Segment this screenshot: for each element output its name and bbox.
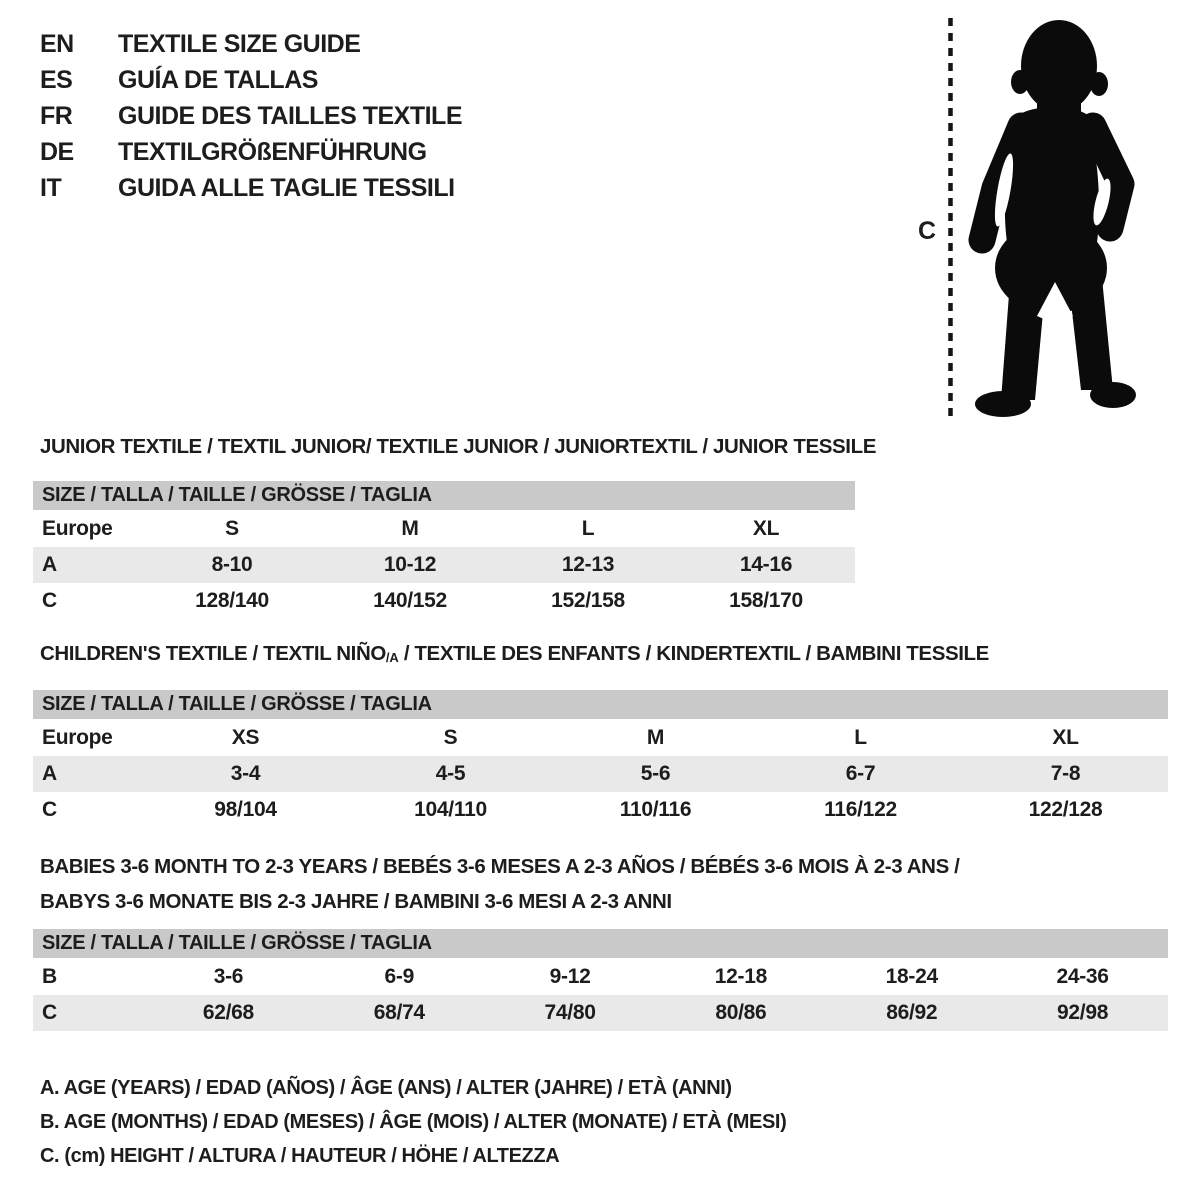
row-label: Europe [42, 726, 113, 749]
row-label: B [42, 965, 57, 988]
language-title-row [40, 62, 462, 98]
height-cell: 62/68 [202, 1001, 254, 1024]
size-cell: L [581, 517, 595, 540]
language-code: FR [40, 101, 73, 130]
age-cell: 12-18 [714, 965, 768, 988]
age-row-a [33, 547, 855, 583]
babies-title-line1: BABIES 3-6 MONTH TO 2-3 YEARS / BEBÉS 3-6 MESES A 2-3 AÑOS / BÉBÉS 3-6 MOIS À 2-3 ANS / [40, 855, 960, 878]
language-title-list [40, 26, 462, 206]
age-cell: 9-12 [549, 965, 591, 988]
age-cell: 3-6 [213, 965, 244, 988]
age-cell: 18-24 [885, 965, 938, 988]
height-cell: 86/92 [886, 1001, 938, 1024]
height-cell: 74/80 [544, 1001, 596, 1024]
size-cell: XL [752, 517, 780, 540]
row-label: C [42, 1001, 57, 1024]
height-cell: 104/110 [414, 798, 487, 821]
height-cell: 80/86 [715, 1001, 767, 1024]
size-row-europe [33, 720, 1168, 756]
size-cell: M [646, 726, 665, 749]
measure-label-c: C [917, 217, 937, 245]
height-cell: 140/152 [373, 589, 447, 612]
language-title-row [40, 26, 462, 62]
language-title-row [40, 134, 462, 170]
age-cell: 6-7 [845, 762, 876, 785]
children-size-table [33, 690, 1168, 828]
size-header-bar: SIZE / TALLA / TAILLE / GRÖSSE / TAGLIA [33, 690, 1168, 719]
height-row-c [33, 792, 1168, 828]
size-cell: M [401, 517, 419, 540]
age-cell: 10-12 [383, 553, 437, 576]
size-header-bar: SIZE / TALLA / TAILLE / GRÖSSE / TAGLIA [33, 481, 855, 510]
size-row-europe [33, 511, 855, 547]
language-title-row [40, 98, 462, 134]
junior-section-title: JUNIOR TEXTILE / TEXTIL JUNIOR/ TEXTILE JUNIOR / JUNIORTEXTIL / JUNIOR TESSILE [40, 435, 876, 458]
legend-line-a: A. AGE (YEARS) / EDAD (AÑOS) / ÂGE (ANS) / ALTER (JAHRE) / ETÀ (ANNI) [40, 1077, 732, 1099]
legend-line-c: C. (cm) HEIGHT / ALTURA / HAUTEUR / HÖHE / ALTEZZA [40, 1145, 560, 1167]
height-cell: 152/158 [551, 589, 625, 612]
guide-title: TEXTILE SIZE GUIDE [118, 29, 361, 58]
age-cell: 4-5 [435, 762, 466, 785]
age-cell: 12-13 [561, 553, 615, 576]
language-title-row [40, 170, 462, 206]
row-label: A [42, 553, 57, 576]
age-row-a [33, 756, 1168, 792]
row-label: C [42, 798, 57, 821]
row-label: A [42, 762, 57, 785]
guide-title: GUÍA DE TALLAS [118, 65, 318, 94]
height-row-c [33, 583, 855, 619]
legend-line-b: B. AGE (MONTHS) / EDAD (MESES) / ÂGE (MOIS) / ALTER (MONATE) / ETÀ (MESI) [40, 1111, 787, 1133]
language-code: EN [40, 29, 74, 58]
size-cell: S [443, 726, 458, 749]
toddler-silhouette-icon [975, 20, 1136, 417]
babies-size-table [33, 929, 1168, 1031]
age-cell: 3-4 [230, 762, 261, 785]
guide-title: GUIDA ALLE TAGLIE TESSILI [118, 173, 455, 202]
row-label: C [42, 589, 57, 612]
age-cell: 24-36 [1056, 965, 1109, 988]
height-row-c [33, 995, 1168, 1031]
guide-title: TEXTILGRÖßENFÜHRUNG [118, 137, 427, 166]
age-cell: 14-16 [739, 553, 793, 576]
language-code: ES [40, 65, 73, 94]
measure-legend [40, 1071, 786, 1173]
height-cell: 110/116 [619, 798, 692, 821]
age-cell: 5-6 [640, 762, 671, 785]
babies-title-line2: BABYS 3-6 MONATE BIS 2-3 JAHRE / BAMBINI 3-6 MESI A 2-3 ANNI [40, 890, 672, 913]
height-cell: 128/140 [195, 589, 269, 612]
height-cell: 68/74 [373, 1001, 425, 1024]
children-title-sub: /A [385, 650, 399, 665]
size-cell: XS [231, 726, 260, 749]
language-code: DE [40, 137, 74, 166]
size-header-bar: SIZE / TALLA / TAILLE / GRÖSSE / TAGLIA [33, 929, 1168, 958]
height-cell: 158/170 [729, 589, 803, 612]
size-cell: XL [1052, 726, 1079, 749]
age-row-b [33, 959, 1168, 995]
height-cell: 116/122 [824, 798, 897, 821]
row-label: Europe [42, 517, 113, 540]
size-cell: L [854, 726, 867, 749]
babies-section-title [40, 849, 959, 919]
age-cell: 7-8 [1050, 762, 1081, 785]
junior-size-table [33, 481, 855, 619]
children-title-prefix: CHILDREN'S TEXTILE / TEXTIL NIÑO [40, 642, 386, 665]
age-cell: 6-9 [384, 965, 414, 988]
age-cell: 8-10 [211, 553, 253, 576]
children-section-title [40, 642, 989, 666]
children-title-suffix: / TEXTILE DES ENFANTS / KINDERTEXTIL / BAMBINI TESSILE [398, 642, 989, 665]
height-cell: 122/128 [1028, 798, 1103, 821]
size-cell: S [225, 517, 239, 540]
height-cell: 92/98 [1057, 1001, 1109, 1024]
height-cell: 98/104 [214, 798, 277, 821]
language-code: IT [40, 173, 62, 202]
guide-title: GUIDE DES TAILLES TEXTILE [118, 101, 463, 130]
